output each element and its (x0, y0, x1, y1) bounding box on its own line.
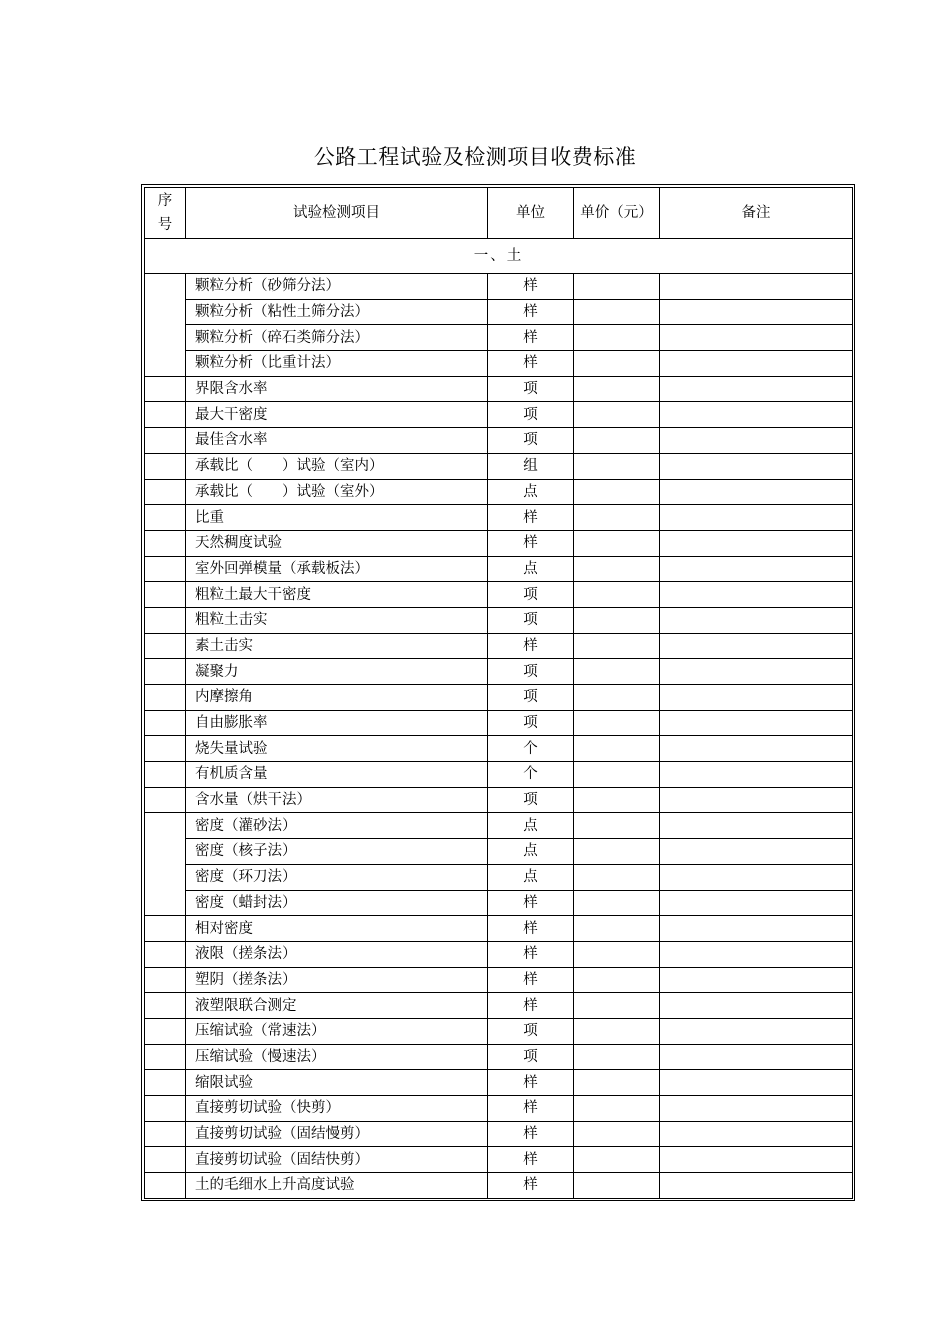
unit-cell: 项 (488, 428, 574, 454)
remark-cell (660, 710, 853, 736)
remark-cell (660, 762, 853, 788)
remark-cell (660, 453, 853, 479)
seq-cell (145, 787, 186, 813)
table-row (145, 685, 853, 711)
unit-cell: 点 (488, 479, 574, 505)
table-row (145, 376, 853, 402)
remark-cell (660, 967, 853, 993)
unit-cell: 项 (488, 659, 574, 685)
remark-cell (660, 1147, 853, 1173)
table-row (145, 1147, 853, 1173)
seq-cell (145, 479, 186, 505)
table-row (145, 1173, 853, 1199)
item-cell: 承载比（ ）试验（室外） (186, 479, 488, 505)
item-cell: 液限（搓条法） (186, 941, 488, 967)
item-cell: 直接剪切试验（固结慢剪） (186, 1121, 488, 1147)
remark-cell (660, 916, 853, 942)
price-cell (574, 428, 660, 454)
price-cell (574, 736, 660, 762)
seq-cell (145, 1121, 186, 1147)
remark-cell (660, 607, 853, 633)
unit-cell: 项 (488, 710, 574, 736)
unit-cell: 样 (488, 274, 574, 300)
price-cell (574, 1147, 660, 1173)
unit-cell: 样 (488, 941, 574, 967)
item-cell: 最大干密度 (186, 402, 488, 428)
remark-cell (660, 530, 853, 556)
item-cell: 颗粒分析（粘性土筛分法） (186, 299, 488, 325)
price-cell (574, 839, 660, 865)
seq-cell (145, 530, 186, 556)
price-cell (574, 530, 660, 556)
seq-cell (145, 453, 186, 479)
item-cell: 直接剪切试验（快剪） (186, 1096, 488, 1122)
table-row (145, 1018, 853, 1044)
table-row (145, 813, 853, 839)
price-cell (574, 787, 660, 813)
unit-cell: 点 (488, 839, 574, 865)
price-cell (574, 1121, 660, 1147)
header-seq-line2: 号 (157, 217, 173, 233)
remark-cell (660, 787, 853, 813)
item-cell: 凝聚力 (186, 659, 488, 685)
price-cell (574, 299, 660, 325)
remark-cell (660, 299, 853, 325)
item-cell: 颗粒分析（砂筛分法） (186, 274, 488, 300)
item-cell: 承载比（ ）试验（室内） (186, 453, 488, 479)
unit-cell: 点 (488, 864, 574, 890)
price-cell (574, 556, 660, 582)
seq-cell (145, 685, 186, 711)
table-row (145, 582, 853, 608)
price-cell (574, 633, 660, 659)
table-row (145, 633, 853, 659)
item-cell: 压缩试验（慢速法） (186, 1044, 488, 1070)
item-cell: 比重 (186, 505, 488, 531)
table-row (145, 530, 853, 556)
price-cell (574, 864, 660, 890)
unit-cell: 样 (488, 1070, 574, 1096)
seq-cell (145, 993, 186, 1019)
seq-cell (145, 402, 186, 428)
table-body (145, 239, 853, 1199)
item-cell: 密度（灌砂法） (186, 813, 488, 839)
seq-cell (145, 659, 186, 685)
unit-cell: 项 (488, 685, 574, 711)
item-cell: 界限含水率 (186, 376, 488, 402)
seq-cell (145, 1147, 186, 1173)
table-row (145, 1121, 853, 1147)
price-cell (574, 941, 660, 967)
item-cell: 密度（核子法） (186, 839, 488, 865)
unit-cell: 样 (488, 299, 574, 325)
table-row (145, 1070, 853, 1096)
remark-cell (660, 839, 853, 865)
remark-cell (660, 1070, 853, 1096)
remark-cell (660, 736, 853, 762)
item-cell: 含水量（烘干法） (186, 787, 488, 813)
unit-cell: 样 (488, 505, 574, 531)
remark-cell (660, 556, 853, 582)
price-cell (574, 710, 660, 736)
unit-cell: 项 (488, 607, 574, 633)
item-cell: 塑阴（搓条法） (186, 967, 488, 993)
header-item: 试验检测项目 (186, 188, 488, 239)
fee-table (144, 187, 853, 1199)
seq-cell (145, 736, 186, 762)
unit-cell: 样 (488, 916, 574, 942)
table-row (145, 274, 853, 300)
header-row (145, 188, 853, 239)
remark-cell (660, 402, 853, 428)
table-row (145, 993, 853, 1019)
unit-cell: 个 (488, 762, 574, 788)
price-cell (574, 993, 660, 1019)
remark-cell (660, 428, 853, 454)
price-cell (574, 1070, 660, 1096)
item-cell: 粗粒土击实 (186, 607, 488, 633)
price-cell (574, 351, 660, 377)
table-row (145, 941, 853, 967)
price-cell (574, 1096, 660, 1122)
item-cell: 密度（环刀法） (186, 864, 488, 890)
table-row (145, 839, 853, 865)
table-row (145, 787, 853, 813)
unit-cell: 点 (488, 813, 574, 839)
remark-cell (660, 864, 853, 890)
table-row (145, 1044, 853, 1070)
table-row (145, 479, 853, 505)
unit-cell: 样 (488, 530, 574, 556)
table-row (145, 967, 853, 993)
item-cell: 烧失量试验 (186, 736, 488, 762)
seq-cell (145, 1096, 186, 1122)
table-row (145, 428, 853, 454)
remark-cell (660, 1018, 853, 1044)
table-row (145, 556, 853, 582)
unit-cell: 项 (488, 402, 574, 428)
remark-cell (660, 659, 853, 685)
unit-cell: 项 (488, 376, 574, 402)
seq-cell (145, 582, 186, 608)
seq-cell (145, 607, 186, 633)
seq-cell (145, 710, 186, 736)
price-cell (574, 659, 660, 685)
header-remark: 备注 (660, 188, 853, 239)
table-row (145, 402, 853, 428)
item-cell: 颗粒分析（碎石类筛分法） (186, 325, 488, 351)
remark-cell (660, 1173, 853, 1199)
seq-cell (145, 1070, 186, 1096)
header-seq-line1: 序 (157, 193, 173, 209)
header-unit: 单位 (488, 188, 574, 239)
item-cell: 相对密度 (186, 916, 488, 942)
item-cell: 颗粒分析（比重计法） (186, 351, 488, 377)
seq-cell (145, 556, 186, 582)
table-row (145, 736, 853, 762)
remark-cell (660, 1044, 853, 1070)
price-cell (574, 762, 660, 788)
table-row (145, 505, 853, 531)
unit-cell: 项 (488, 582, 574, 608)
item-cell: 素土击实 (186, 633, 488, 659)
remark-cell (660, 685, 853, 711)
table-row (145, 299, 853, 325)
remark-cell (660, 941, 853, 967)
item-cell: 粗粒土最大干密度 (186, 582, 488, 608)
remark-cell (660, 351, 853, 377)
header-seq (145, 188, 186, 239)
table-row (145, 607, 853, 633)
price-cell (574, 967, 660, 993)
unit-cell: 项 (488, 787, 574, 813)
item-cell: 缩限试验 (186, 1070, 488, 1096)
remark-cell (660, 274, 853, 300)
item-cell: 自由膨胀率 (186, 710, 488, 736)
seq-cell (145, 916, 186, 942)
price-cell (574, 453, 660, 479)
price-cell (574, 1173, 660, 1199)
price-cell (574, 1044, 660, 1070)
item-cell: 天然稠度试验 (186, 530, 488, 556)
unit-cell: 样 (488, 1147, 574, 1173)
table-row (145, 1096, 853, 1122)
item-cell: 最佳含水率 (186, 428, 488, 454)
price-cell (574, 582, 660, 608)
unit-cell: 样 (488, 351, 574, 377)
unit-cell: 样 (488, 1096, 574, 1122)
table-row (145, 453, 853, 479)
price-cell (574, 402, 660, 428)
remark-cell (660, 813, 853, 839)
remark-cell (660, 633, 853, 659)
unit-cell: 点 (488, 556, 574, 582)
remark-cell (660, 1096, 853, 1122)
remark-cell (660, 890, 853, 916)
seq-cell (145, 967, 186, 993)
item-cell: 压缩试验（常速法） (186, 1018, 488, 1044)
price-cell (574, 607, 660, 633)
unit-cell: 样 (488, 633, 574, 659)
unit-cell: 样 (488, 325, 574, 351)
item-cell: 内摩擦角 (186, 685, 488, 711)
price-cell (574, 813, 660, 839)
price-cell (574, 916, 660, 942)
item-cell: 室外回弹模量（承载板法） (186, 556, 488, 582)
table-row (145, 864, 853, 890)
remark-cell (660, 582, 853, 608)
item-cell: 直接剪切试验（固结快剪） (186, 1147, 488, 1173)
table-row (145, 351, 853, 377)
table-row (145, 916, 853, 942)
unit-cell: 项 (488, 1044, 574, 1070)
seq-cell (145, 1173, 186, 1199)
header-price: 单价（元） (574, 188, 660, 239)
price-cell (574, 1018, 660, 1044)
seq-cell (145, 428, 186, 454)
seq-cell (145, 762, 186, 788)
remark-cell (660, 479, 853, 505)
item-cell: 有机质含量 (186, 762, 488, 788)
remark-cell (660, 1121, 853, 1147)
table-row (145, 710, 853, 736)
remark-cell (660, 993, 853, 1019)
item-cell: 土的毛细水上升高度试验 (186, 1173, 488, 1199)
seq-cell (145, 813, 186, 916)
unit-cell: 样 (488, 890, 574, 916)
price-cell (574, 274, 660, 300)
seq-cell (145, 376, 186, 402)
unit-cell: 个 (488, 736, 574, 762)
unit-cell: 项 (488, 1018, 574, 1044)
table-row (145, 890, 853, 916)
price-cell (574, 479, 660, 505)
seq-cell (145, 505, 186, 531)
price-cell (574, 890, 660, 916)
item-cell: 密度（蜡封法） (186, 890, 488, 916)
seq-cell (145, 274, 186, 377)
table-row (145, 762, 853, 788)
price-cell (574, 376, 660, 402)
item-cell: 液塑限联合测定 (186, 993, 488, 1019)
unit-cell: 样 (488, 993, 574, 1019)
remark-cell (660, 505, 853, 531)
section-title: 一、土 (145, 239, 853, 274)
remark-cell (660, 325, 853, 351)
section-row (145, 239, 853, 274)
unit-cell: 组 (488, 453, 574, 479)
unit-cell: 样 (488, 1173, 574, 1199)
seq-cell (145, 633, 186, 659)
page-title: 公路工程试验及检测项目收费标准 (313, 145, 637, 169)
unit-cell: 样 (488, 967, 574, 993)
unit-cell: 样 (488, 1121, 574, 1147)
table-row (145, 659, 853, 685)
seq-cell (145, 1018, 186, 1044)
table-row (145, 325, 853, 351)
seq-cell (145, 1044, 186, 1070)
price-cell (574, 325, 660, 351)
price-cell (574, 685, 660, 711)
price-cell (574, 505, 660, 531)
remark-cell (660, 376, 853, 402)
seq-cell (145, 941, 186, 967)
